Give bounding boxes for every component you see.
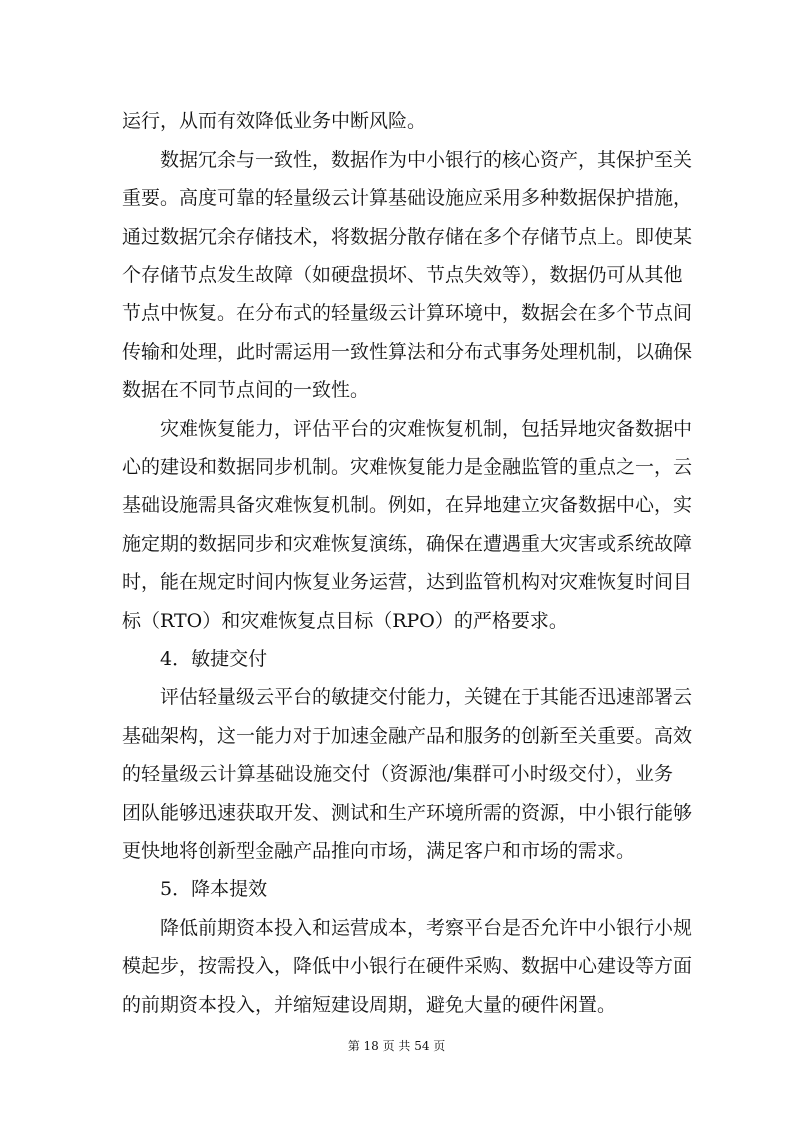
body-text-line: 重要。高度可靠的轻量级云计算基础设施应采用多种数据保护措施，	[122, 187, 693, 209]
body-text-line: 节点中恢复。在分布式的轻量级云计算环境中，数据会在多个节点间	[122, 302, 693, 324]
body-text-line: 基础架构，这一能力对于加速金融产品和服务的创新至关重要。高效	[122, 725, 693, 747]
body-text-line: 数据在不同节点间的一致性。	[122, 379, 370, 401]
body-text-line: 个存储节点发生故障（如硬盘损坏、节点失效等），数据仍可从其他	[122, 264, 683, 286]
body-text-line: 标（RTO）和灾难恢复点目标（RPO）的严格要求。	[122, 610, 568, 632]
section-heading: 4．敏捷交付	[160, 648, 268, 670]
body-text-line: 模起步，按需投入，降低中小银行在硬件采购、数据中心建设等方面	[122, 955, 693, 977]
body-text-line: 心的建设和数据同步机制。灾难恢复能力是金融监管的重点之一，云	[122, 456, 693, 478]
body-text-line: 运行，从而有效降低业务中断风险。	[122, 110, 427, 132]
paragraph-first-line: 灾难恢复能力，评估平台的灾难恢复机制，包括异地灾备数据中	[160, 418, 693, 440]
body-text-line: 的轻量级云计算基础设施交付（资源池/集群可小时级交付），业务	[122, 763, 673, 785]
body-text-line: 基础设施需具备灾难恢复机制。例如，在异地建立灾备数据中心，实	[122, 494, 693, 516]
paragraph-first-line: 降低前期资本投入和运营成本，考察平台是否允许中小银行小规	[160, 917, 693, 939]
body-text-line: 更快地将创新型金融产品推向市场，满足客户和市场的需求。	[122, 840, 636, 862]
body-text-line: 时，能在规定时间内恢复业务运营，达到监管机构对灾难恢复时间目	[122, 571, 693, 593]
body-text-line: 团队能够迅速获取开发、测试和生产环境所需的资源，中小银行能够	[122, 802, 693, 824]
body-text-line: 施定期的数据同步和灾难恢复演练，确保在遭遇重大灾害或系统故障	[122, 533, 693, 555]
paragraph-first-line: 数据冗余与一致性，数据作为中小银行的核心资产，其保护至关	[160, 149, 693, 171]
section-heading: 5．降本提效	[160, 878, 268, 900]
body-text-line: 通过数据冗余存储技术，将数据分散存储在多个存储节点上。即使某	[122, 226, 693, 248]
body-text-line: 传输和处理，此时需运用一致性算法和分布式事务处理机制，以确保	[122, 341, 693, 363]
body-text-line: 的前期资本投入，并缩短建设周期，避免大量的硬件闲置。	[122, 994, 617, 1016]
page-number-footer: 第 18 页 共 54 页	[347, 1039, 446, 1053]
paragraph-first-line: 评估轻量级云平台的敏捷交付能力，关键在于其能否迅速部署云	[160, 686, 693, 708]
